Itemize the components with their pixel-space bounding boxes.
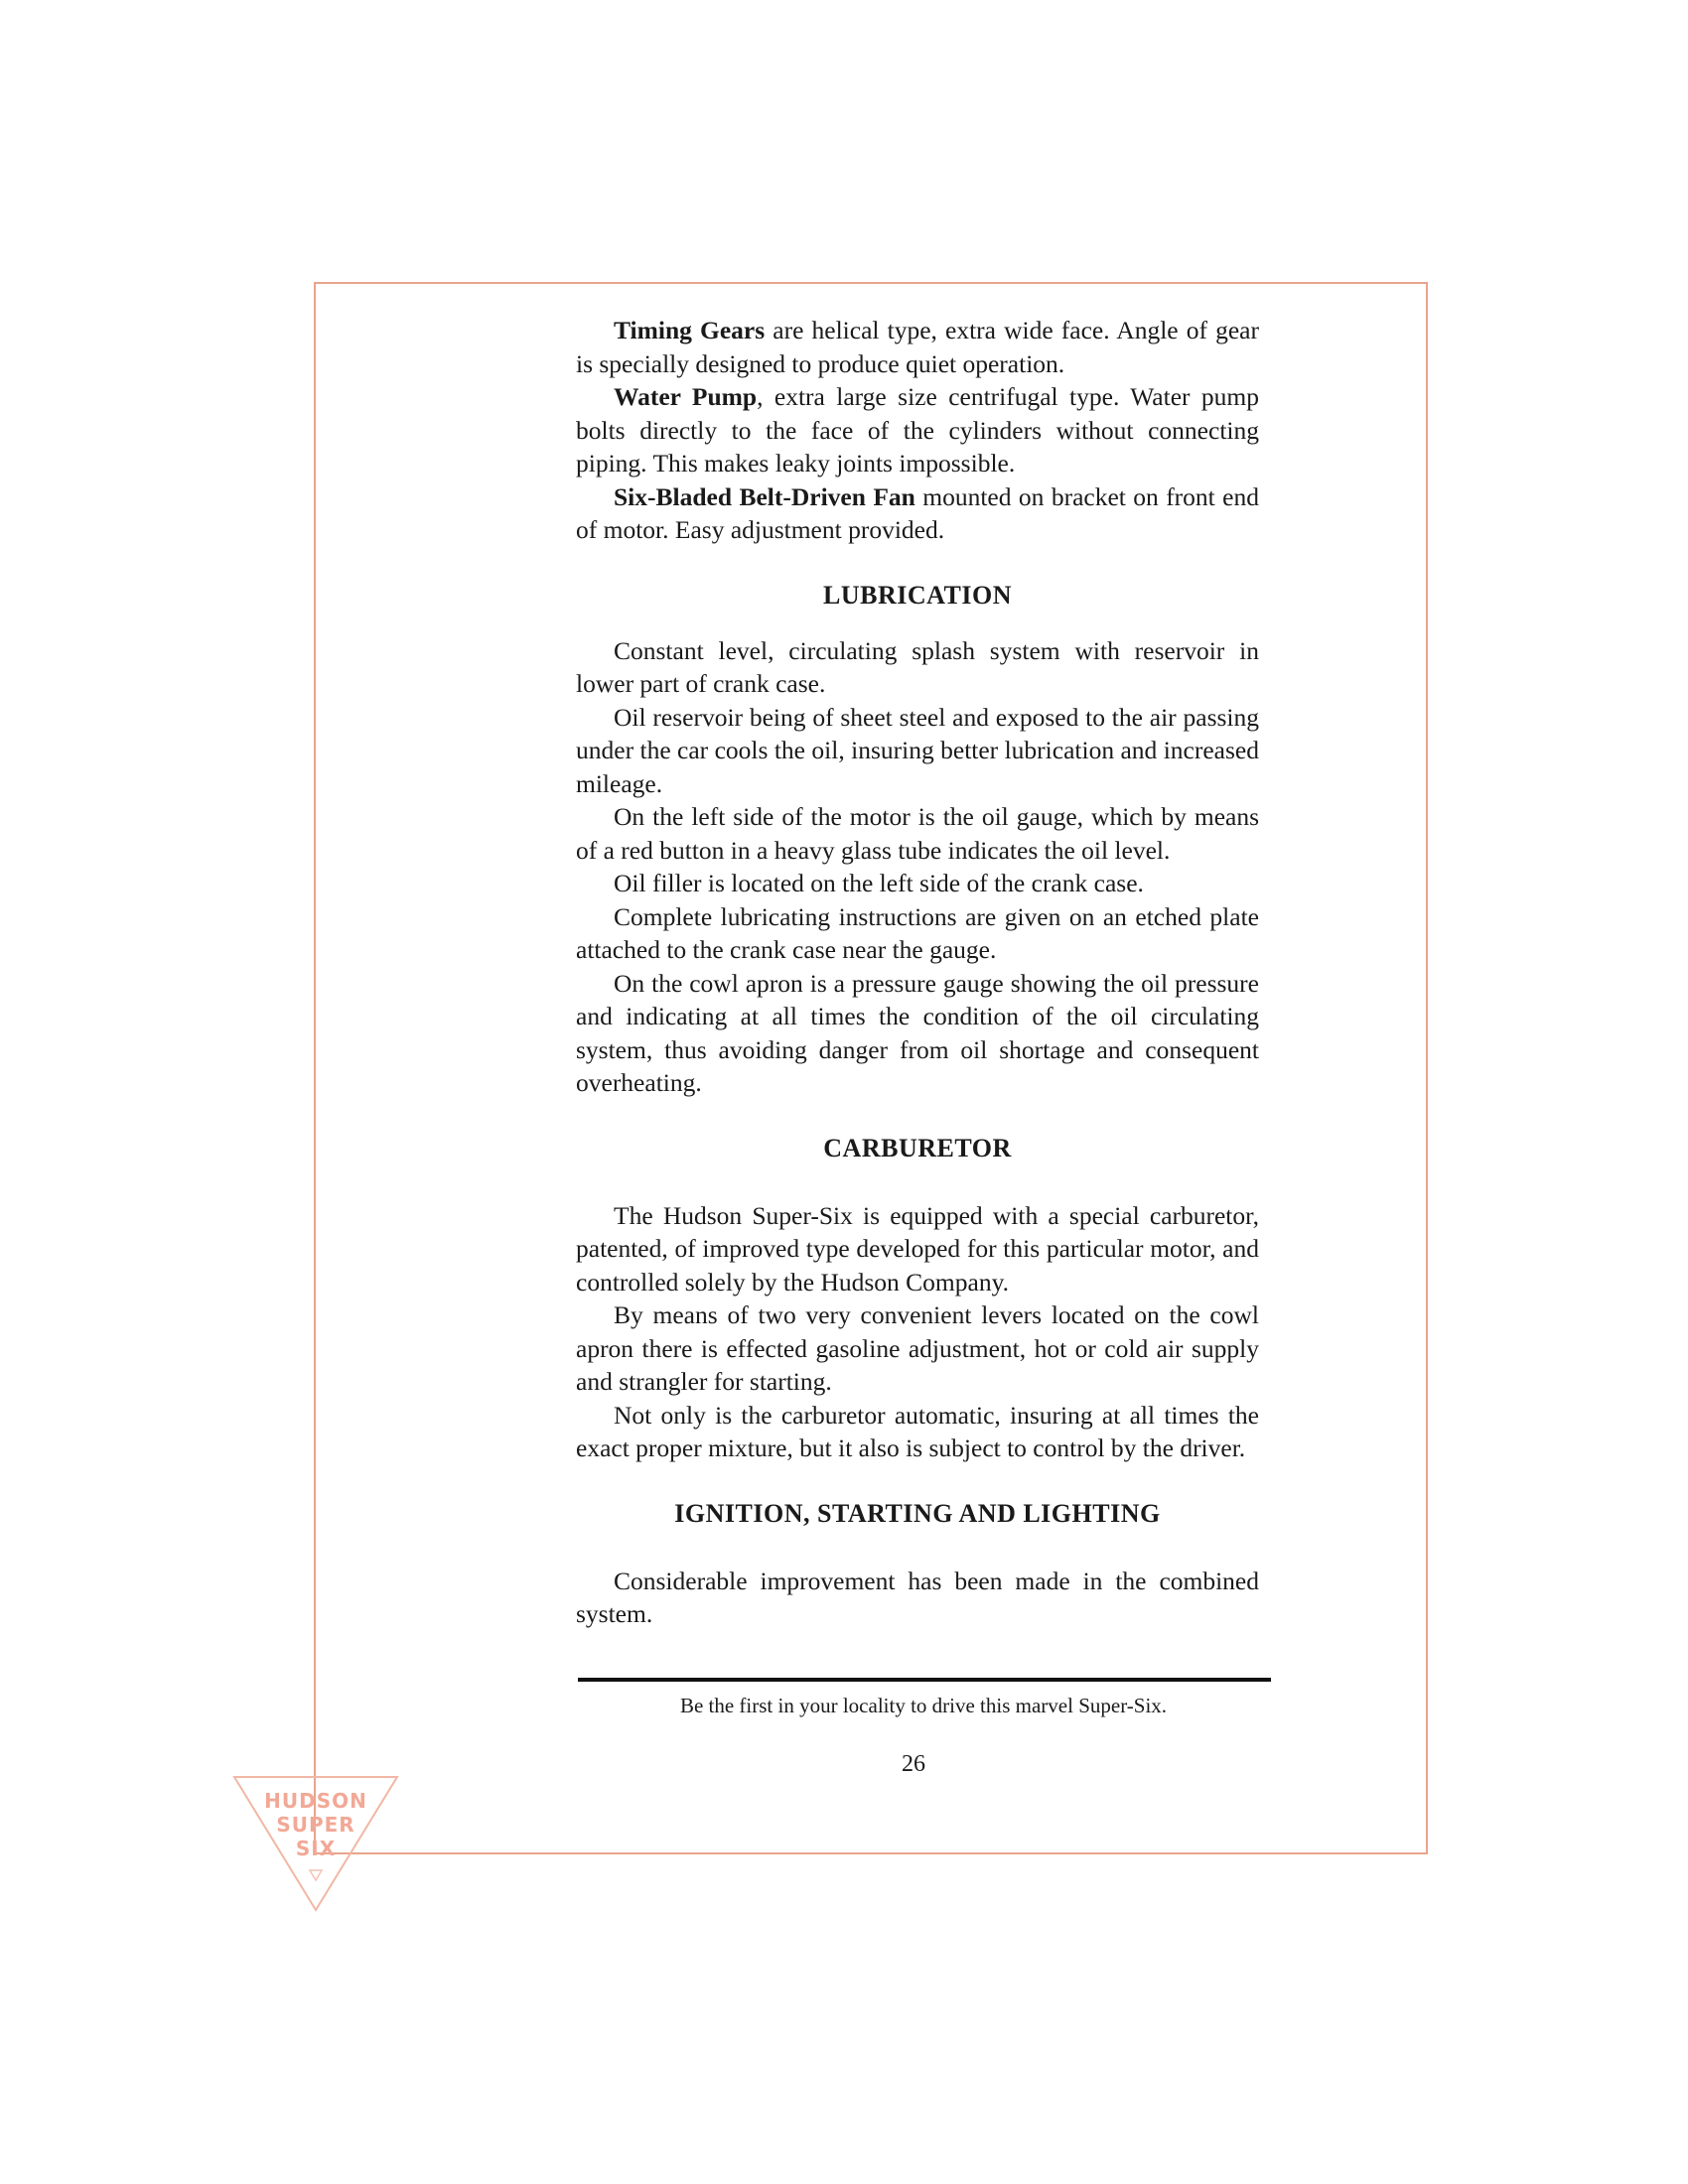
term-timing-gears: Timing Gears xyxy=(614,316,766,344)
term-water-pump: Water Pump xyxy=(614,382,758,411)
carburetor-paragraph: The Hudson Super-Six is equipped with a special carburetor, patented, of improved type developed for this particular motor, and controlled solely by the Hudson Company. xyxy=(576,1200,1259,1297)
page-number: 26 xyxy=(902,1751,925,1777)
heading-lubrication: LUBRICATION xyxy=(823,580,1012,610)
footer-note: Be the first in your locality to drive this marvel Super-Six. xyxy=(679,1694,1168,1717)
lubrication-paragraph: On the cowl apron is a pressure gauge showing the oil pressure and indicating at all times the condition of the oil circulating system, thus avoiding danger from oil shortage and consequent overheating. xyxy=(576,968,1259,1097)
lubrication-paragraph: Complete lubricating instructions are given on an etched plate attached to the crank case near the gauge. xyxy=(576,901,1259,964)
footer-rule xyxy=(578,1678,1271,1682)
paragraph-fan xyxy=(576,480,1259,547)
term-fan: Six-Bladed Belt-Driven Fan xyxy=(614,481,915,511)
hudson-super-six-logo xyxy=(228,1775,403,1912)
lubrication-paragraph: Constant level, circulating splash system with reservoir in lower part of crank case. xyxy=(576,635,1259,698)
logo-line-super: SUPER xyxy=(276,1813,355,1837)
heading-carburetor: CARBURETOR xyxy=(823,1133,1012,1162)
lubrication-paragraph: Oil reservoir being of sheet steel and exposed to the air passing under the car cools the oil, insuring better lubrication and increased mileage. xyxy=(576,702,1259,798)
logo-line-six: SIX xyxy=(295,1837,337,1860)
page-content xyxy=(576,314,1259,1631)
paragraph-timing-gears xyxy=(576,314,1259,380)
lubrication-paragraph: Oil filler is located on the left side of the crank case. xyxy=(614,869,1144,897)
logo-line-hudson: HUDSON xyxy=(264,1789,367,1813)
text-timing-gears: are helical type, extra wide face. Angle of gear is specially designed to produce quiet operation. xyxy=(576,316,1259,378)
paragraph-water-pump xyxy=(576,380,1259,480)
ignition-paragraph: Considerable improvement has been made in the combined system. xyxy=(576,1566,1259,1628)
text-fan: mounted on bracket on front end of motor. Easy adjustment provided. xyxy=(576,481,1259,544)
carburetor-paragraph: Not only is the carburetor automatic, insuring at all times the exact proper mixture, but it also is subject to control by the driver. xyxy=(576,1400,1259,1462)
text-water-pump: , extra large size centrifugal type. Water pump bolts directly to the face of the cylinders without connecting piping. This makes leaky joints impossible. xyxy=(576,382,1259,478)
lubrication-paragraph: On the left side of the motor is the oil gauge, which by means of a red button in a heavy glass tube indicates the oil level. xyxy=(576,802,1259,865)
carburetor-paragraph: By means of two very convenient levers located on the cowl apron there is effected gasoline adjustment, hot or cold air supply and strangler for starting. xyxy=(576,1300,1259,1396)
heading-ignition: IGNITION, STARTING AND LIGHTING xyxy=(674,1498,1161,1528)
